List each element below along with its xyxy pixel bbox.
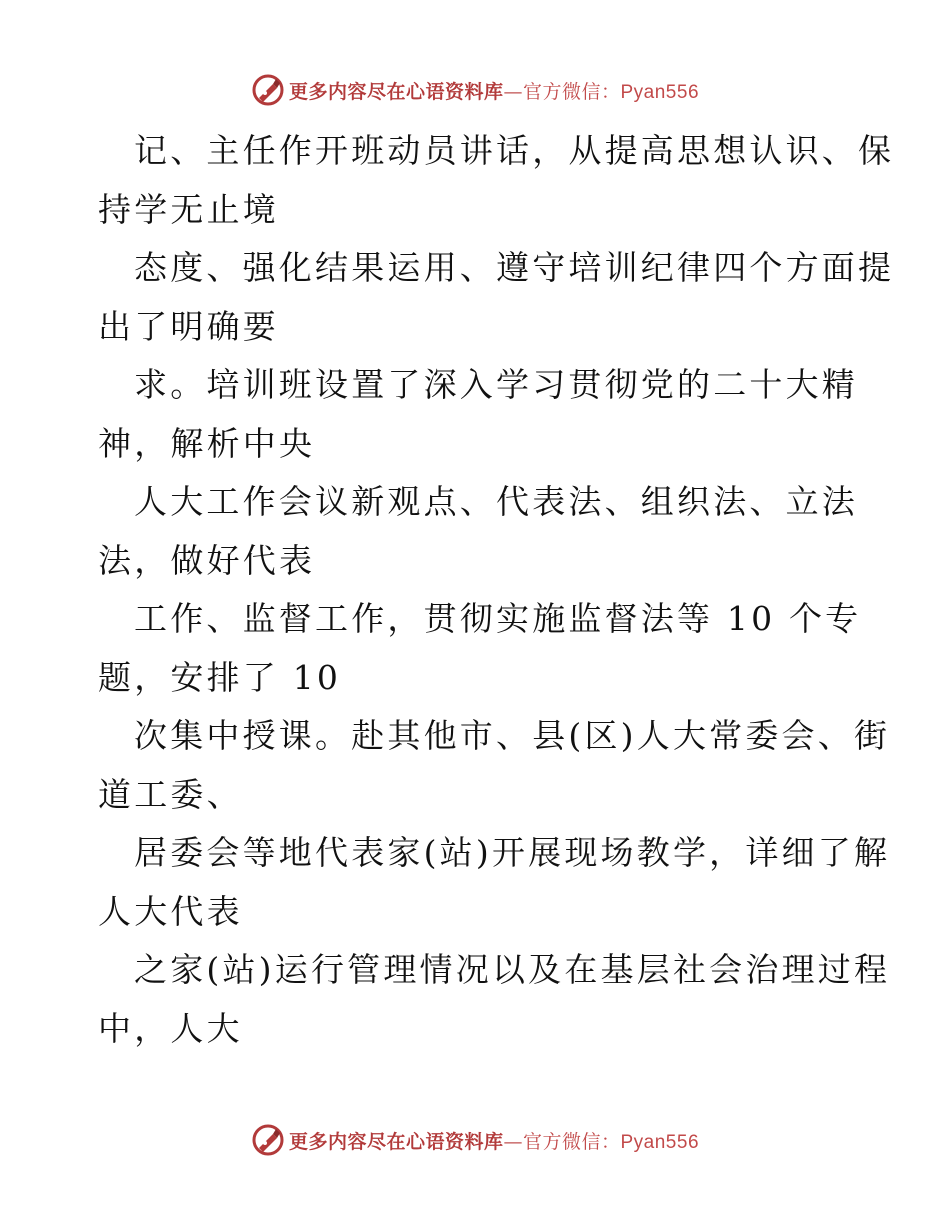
text-line: 次集中授课。赴其他市、县(区)人大常委会、街 <box>134 716 891 755</box>
footer-wechat-id: Pyan556 <box>620 1131 700 1153</box>
text-line: 工作、监督工作，贯彻实施监督法等 10 个专 <box>134 599 862 638</box>
pen-logo-icon <box>251 1123 285 1157</box>
text-line: 法，做好代表 <box>98 540 316 580</box>
header-banner-text <box>289 77 699 104</box>
text-line: 人大代表 <box>98 891 243 931</box>
text-line: 居委会等地代表家(站)开展现场教学，详细了解 <box>134 833 891 872</box>
footer-banner-separator: — <box>503 1130 523 1153</box>
header-banner-separator: — <box>503 80 523 103</box>
text-line: 态度、强化结果运用、遵守培训纪律四个方面提 <box>134 248 895 287</box>
pen-logo-icon <box>251 73 285 107</box>
footer-banner-title: 更多内容尽在心语资料库 <box>288 1130 504 1153</box>
text-line: 中，人大 <box>98 1008 243 1048</box>
document-body <box>98 122 895 1058</box>
text-line: 之家(站)运行管理情况以及在基层社会治理过程 <box>134 950 891 989</box>
footer-banner-text <box>289 1127 699 1154</box>
footer-wechat-label: 官方微信： <box>522 1130 621 1153</box>
text-line: 出了明确要 <box>98 306 279 346</box>
header-wechat-id: Pyan556 <box>620 81 700 103</box>
text-line: 人大工作会议新观点、代表法、组织法、立法 <box>134 482 858 521</box>
header-watermark-banner <box>0 70 950 110</box>
text-line: 持学无止境 <box>98 189 279 229</box>
text-line: 题，安排了 10 <box>98 657 342 697</box>
text-line: 求。培训班设置了深入学习贯彻党的二十大精 <box>134 365 858 404</box>
text-line: 记、主任作开班动员讲话，从提高思想认识、保 <box>134 131 895 170</box>
footer-watermark-banner <box>0 1120 950 1160</box>
header-wechat-label: 官方微信： <box>522 80 621 103</box>
header-banner-title: 更多内容尽在心语资料库 <box>288 80 504 103</box>
text-line: 神，解析中央 <box>98 423 316 463</box>
text-line: 道工委、 <box>98 774 243 814</box>
